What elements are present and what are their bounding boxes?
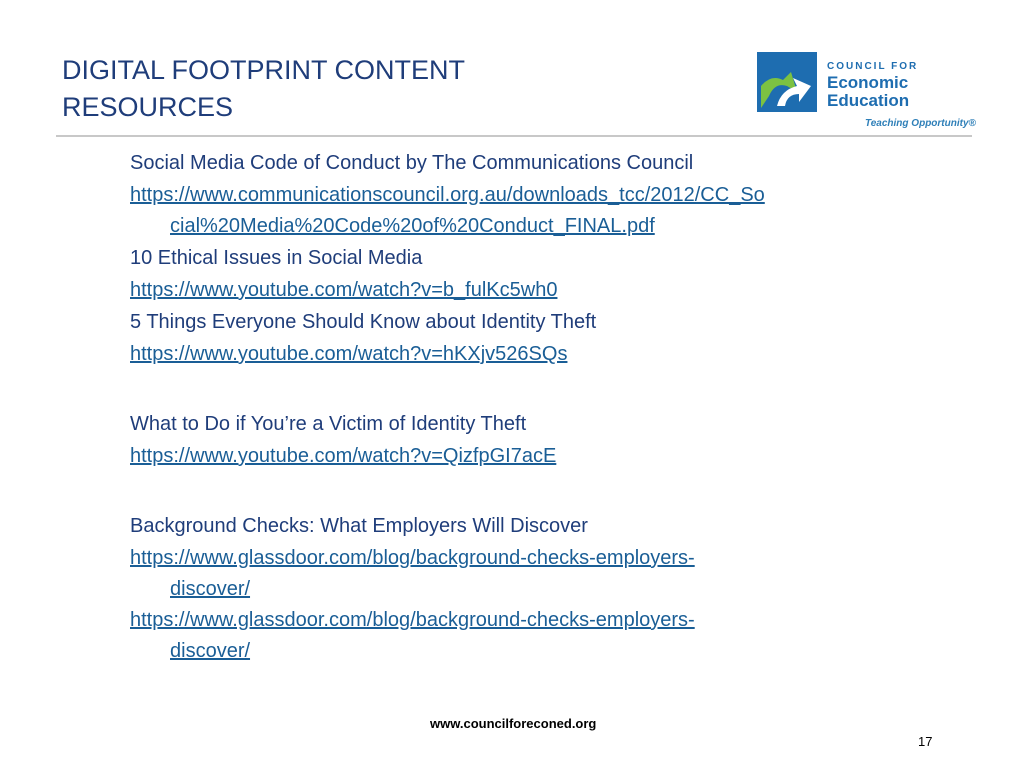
resource-link-line-1: https://www.glassdoor.com/blog/background-checks-employers- xyxy=(130,547,695,569)
council-logo xyxy=(757,52,977,136)
resource-list xyxy=(130,147,910,667)
logo-mark-icon xyxy=(757,52,817,112)
logo-name-line-2: Education xyxy=(827,91,910,110)
logo-name xyxy=(827,74,909,110)
resource-link-line-1: https://www.glassdoor.com/blog/background-checks-employers- xyxy=(130,609,695,631)
resource-title: Background Checks: What Employers Will Discover xyxy=(130,515,588,537)
resource-link-line-1: https://www.communicationscouncil.org.au/downloads_tcc/2012/CC_So xyxy=(130,184,765,206)
logo-name-line-1: Economic xyxy=(827,73,909,92)
slide-title-line-1: DIGITAL FOOTPRINT CONTENT xyxy=(62,55,466,85)
resource-link[interactable]: https://www.youtube.com/watch?v=b_fulKc5wh0 xyxy=(130,279,558,301)
page-number: 17 xyxy=(918,734,933,749)
resource-link-line-2: discover/ xyxy=(170,578,251,600)
footer-url: www.councilforeconed.org xyxy=(430,716,597,731)
resource-link-line-2: discover/ xyxy=(170,640,251,662)
slide-title-line-2: RESOURCES xyxy=(62,92,234,122)
logo-small-text: COUNCIL FOR xyxy=(827,61,919,72)
resource-link-line-2: cial%20Media%20Code%20of%20Conduct_FINAL.pdf xyxy=(170,215,655,237)
resource-title: 10 Ethical Issues in Social Media xyxy=(130,247,423,269)
resource-link[interactable]: https://www.youtube.com/watch?v=QizfpGI7acE xyxy=(130,445,557,467)
logo-tagline: Teaching Opportunity® xyxy=(865,118,976,129)
slide-title xyxy=(62,52,662,126)
resource-link[interactable] xyxy=(130,180,910,242)
resource-link[interactable] xyxy=(130,605,910,667)
spacer xyxy=(130,472,910,510)
resource-title: 5 Things Everyone Should Know about Identity Theft xyxy=(130,311,597,333)
resource-title: What to Do if You’re a Victim of Identity Theft xyxy=(130,413,527,435)
resource-link[interactable] xyxy=(130,543,910,605)
resource-title: Social Media Code of Conduct by The Communications Council xyxy=(130,152,694,174)
spacer xyxy=(130,370,910,408)
resource-link[interactable]: https://www.youtube.com/watch?v=hKXjv526SQs xyxy=(130,343,568,365)
